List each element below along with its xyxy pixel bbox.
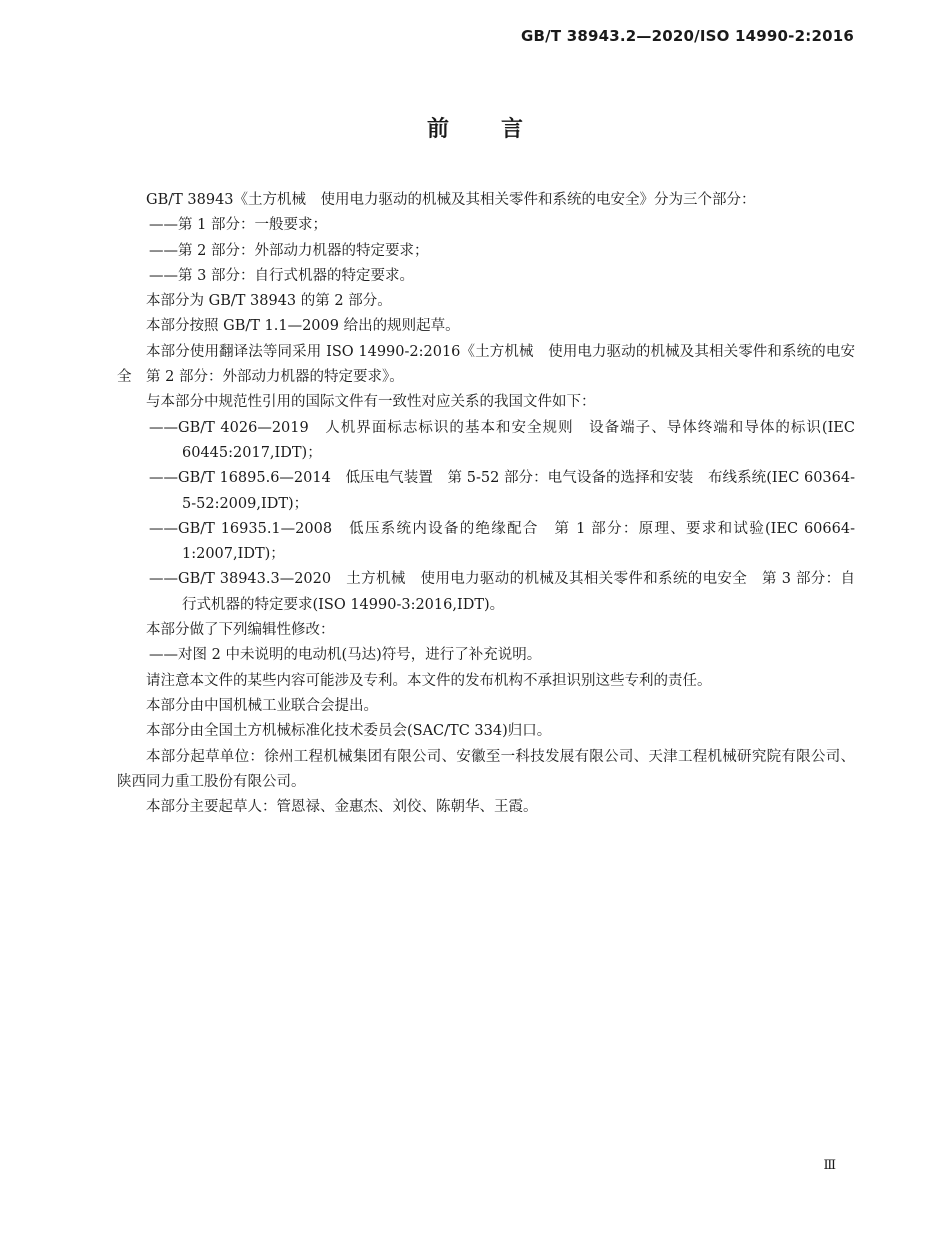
list-item: ——GB/T 4026—2019 人机界面标志标识的基本和安全规则 设备端子、导体终端和导体的标识(IEC 60445:2017,IDT)； xyxy=(149,419,855,461)
paragraph: 本部分由中国机械工业联合会提出。 xyxy=(146,697,378,714)
page-title: 前言 xyxy=(426,117,575,142)
paragraph: 请注意本文件的某些内容可能涉及专利。本文件的发布机构不承担识别这些专利的责任。 xyxy=(146,672,712,689)
list-item: ——第 1 部分：一般要求； xyxy=(149,217,327,234)
paragraph: 本部分起草单位：徐州工程机械集团有限公司、安徽至一科技发展有限公司、天津工程机械研究院有限公司、陕西同力重工股份有限公司。 xyxy=(117,748,855,790)
page-number: Ⅲ xyxy=(823,1158,836,1173)
list-item: ——GB/T 16935.1—2008 低压系统内设备的绝缘配合 第 1 部分：原理、要求和试验(IEC 60664-1:2007,IDT)； xyxy=(149,520,855,563)
list-item: ——第 2 部分：外部动力机器的特定要求； xyxy=(149,242,429,259)
paragraph: 本部分做了下列编辑性修改： xyxy=(146,622,335,639)
standard-code-header: GB/T 38943.2—2020/ISO 14990-2:2016 xyxy=(521,27,854,45)
list-item: ——GB/T 16895.6—2014 低压电气装置 第 5-52 部分：电气设备的选择和安装 布线系统(IEC 60364-5-52:2009,IDT)； xyxy=(149,470,855,512)
list-item: ——GB/T 38943.3—2020 土方机械 使用电力驱动的机械及其相关零件和系统的电安全 第 3 部分：自行式机器的特定要求(ISO 14990-3:2016,IDT)。 xyxy=(149,571,855,613)
paragraph: 与本部分中规范性引用的国际文件有一致性对应关系的我国文件如下： xyxy=(146,394,596,411)
list-item: ——第 3 部分：自行式机器的特定要求。 xyxy=(149,267,414,284)
foreword-body xyxy=(117,188,855,820)
paragraph: 本部分为 GB/T 38943 的第 2 部分。 xyxy=(146,293,392,310)
list-item: ——对图 2 中未说明的电动机(马达)符号，进行了补充说明。 xyxy=(149,647,542,664)
paragraph: 本部分按照 GB/T 1.1—2009 给出的规则起草。 xyxy=(146,318,460,335)
paragraph: GB/T 38943《土方机械 使用电力驱动的机械及其相关零件和系统的电安全》分为三个部分： xyxy=(146,192,756,208)
paragraph: 本部分主要起草人：管恩禄、金惠杰、刘佼、陈朝华、王霞。 xyxy=(146,799,538,816)
paragraph: 本部分由全国土方机械标准化技术委员会(SAC/TC 334)归口。 xyxy=(146,723,552,740)
paragraph: 本部分使用翻译法等同采用 ISO 14990-2:2016《土方机械 使用电力驱动的机械及其相关零件和系统的电安全 第 2 部分：外部动力机器的特定要求》。 xyxy=(117,343,855,386)
